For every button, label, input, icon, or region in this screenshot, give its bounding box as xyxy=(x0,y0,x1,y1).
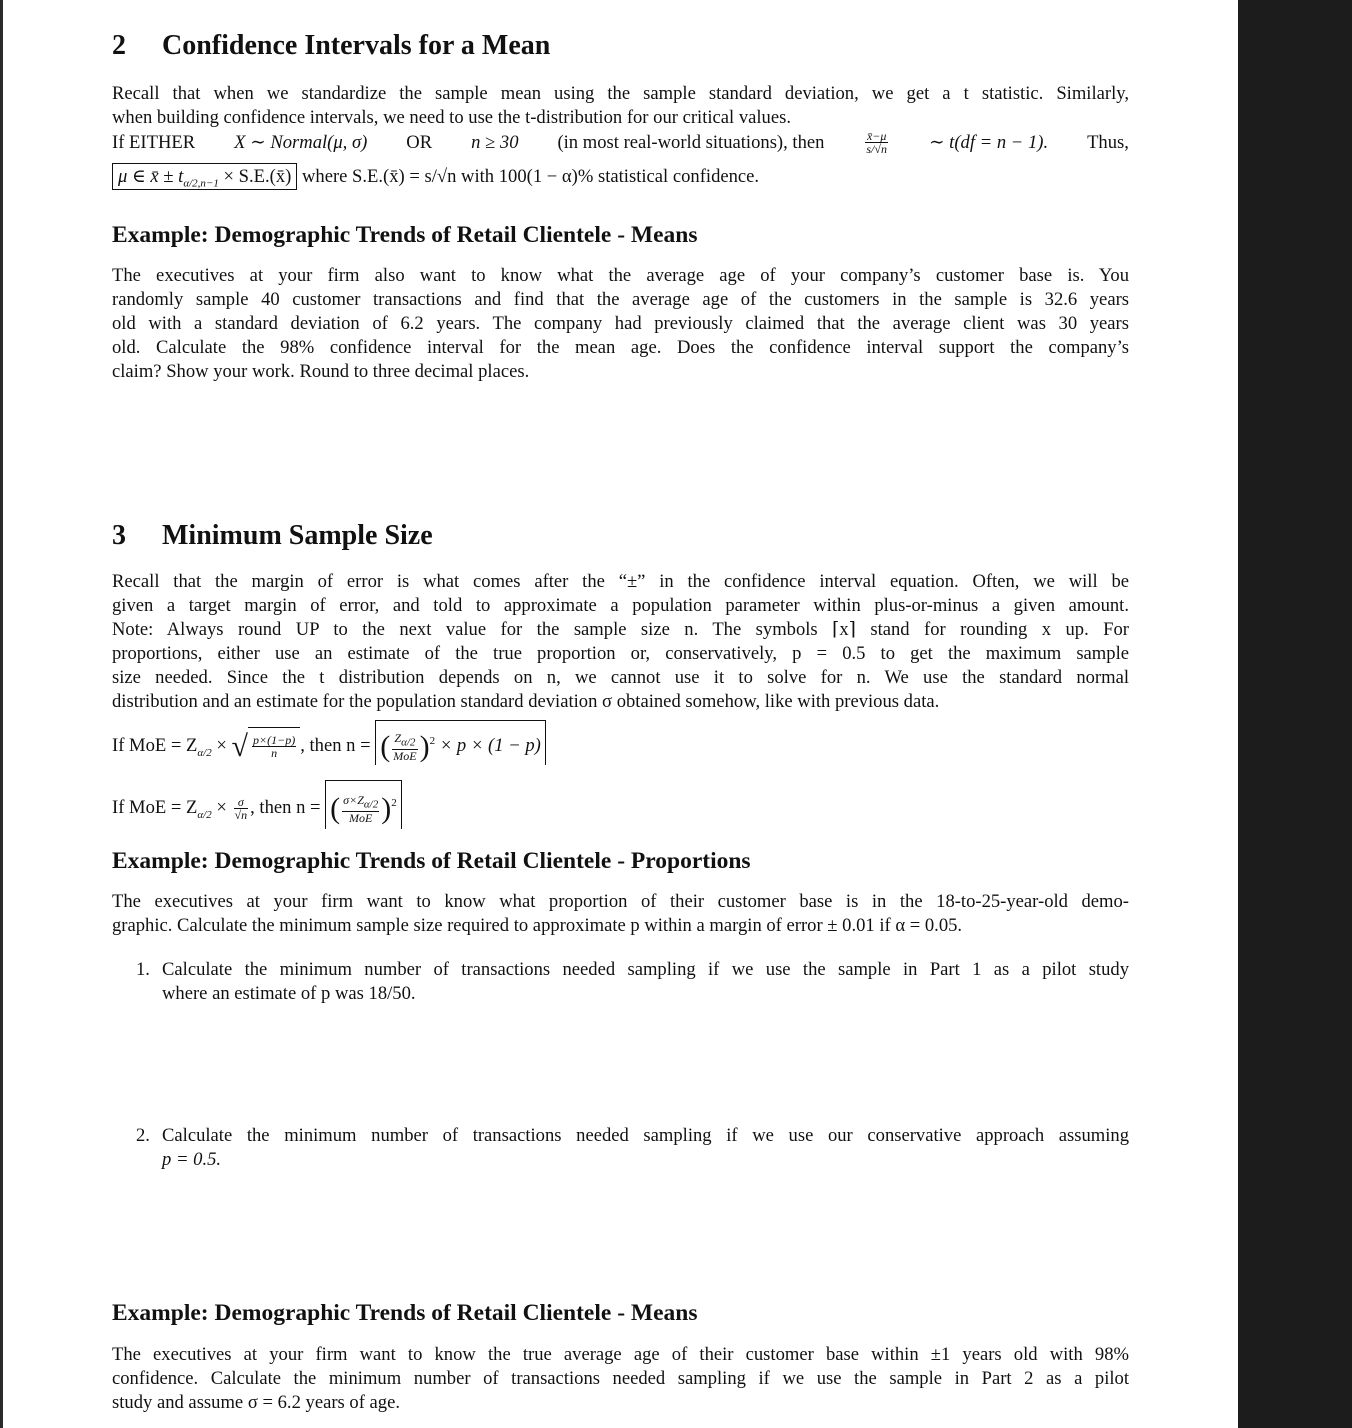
condition-prefix: If EITHER xyxy=(112,131,196,153)
left-paren: ( xyxy=(380,729,391,763)
moe-proportion-formula xyxy=(112,720,546,771)
example-means-1-heading: Example: Demographic Trends of Retail Clientele - Means xyxy=(112,222,698,248)
example-proportions-paragraph xyxy=(112,890,1129,938)
section-2-paragraph xyxy=(112,82,1129,130)
section-title: Minimum Sample Size xyxy=(162,520,433,551)
ci-formula-tail: × S.E.(x̄) xyxy=(223,166,292,187)
numerator-symbol: σ×Z xyxy=(343,793,364,808)
ci-formula-main: μ ∈ x̄ ± t xyxy=(118,166,184,187)
radicand-fraction xyxy=(252,734,296,759)
t-distribution: ∼ t(df = n − 1). xyxy=(928,131,1049,153)
list-marker: 1. xyxy=(136,959,150,980)
paragraph-line: The executives at your firm want to know what proportion of their customer base is in the 18-to-25-year-old demo- xyxy=(112,891,1129,912)
t-statistic-fraction xyxy=(865,130,888,155)
condition-n: n ≥ 30 xyxy=(471,131,519,153)
formula-tail: × p × (1 − p) xyxy=(439,735,541,757)
formula-then: , then n = xyxy=(300,735,371,757)
list-item-line: Calculate the minimum number of transactions needed sampling if we use the sample in Part 1 as a pilot study xyxy=(162,959,1129,980)
square-exponent: 2 xyxy=(429,735,436,747)
times-symbol: × xyxy=(216,797,227,819)
sqrt-symbol: √ xyxy=(231,729,248,763)
section-3-paragraph xyxy=(112,570,1129,714)
fraction-denominator: MoE xyxy=(349,810,373,825)
paragraph-line: size needed. Since the t distribution depends on n, we cannot use it to solve for n. We use the standard normal xyxy=(112,667,1129,688)
paragraph-line: Recall that the margin of error is what comes after the “±” in the confidence interval equation. Often, we will be xyxy=(112,571,1129,592)
fraction-numerator: x̄−μ xyxy=(866,129,887,143)
paragraph-line: Note: Always round UP to the next value for the sample size n. The symbols ⌈x⌉ stand for rounding x up. For xyxy=(112,619,1129,640)
example-means-2-heading: Example: Demographic Trends of Retail Clientele - Means xyxy=(112,1300,698,1326)
list-item-line: Calculate the minimum number of transactions needed sampling if we use our conservative approach assuming xyxy=(162,1125,1129,1146)
paragraph-line: study and assume σ = 6.2 years of age. xyxy=(112,1392,400,1413)
list-item-line: where an estimate of p was 18/50. xyxy=(162,983,416,1004)
paragraph-line: proportions, either use an estimate of the true proportion or, conservatively, p = 0.5 to get the maximum sample xyxy=(112,643,1129,664)
page-left-border xyxy=(0,0,3,1428)
formula-prefix: If MoE = Z xyxy=(112,735,198,757)
times-symbol: × xyxy=(216,735,227,757)
fraction-denominator: n xyxy=(271,746,278,761)
list-item-body xyxy=(162,1124,1129,1172)
section-title: Confidence Intervals for a Mean xyxy=(162,30,551,61)
paragraph-line: claim? Show your work. Round to three decimal places. xyxy=(112,361,530,382)
condition-line xyxy=(112,130,1129,155)
section-number: 3 xyxy=(112,520,126,551)
numerator-symbol: Z xyxy=(394,731,402,746)
example-means-2-paragraph xyxy=(112,1343,1129,1415)
inner-fraction xyxy=(342,794,379,823)
paragraph-line: when building confidence intervals, we need to use the t-distribution for our critical values. xyxy=(112,107,791,128)
paragraph-line: The executives at your firm also want to know what the average age of your company’s customer base is. You xyxy=(112,265,1129,286)
numerator-subscript: α/2 xyxy=(363,798,379,811)
right-paren: ) xyxy=(381,791,392,825)
fraction-denominator: √n xyxy=(234,808,248,823)
ci-formula-where: where S.E.(x̄) = s/√n with 100(1 − α)% statistical confidence. xyxy=(301,166,760,187)
list-marker: 2. xyxy=(136,1125,150,1146)
viewer-side-panel xyxy=(1238,0,1352,1428)
inner-fraction xyxy=(392,732,417,761)
formula-prefix: If MoE = Z xyxy=(112,797,198,819)
ceiling-bracket xyxy=(325,780,402,829)
fraction-numerator xyxy=(392,732,417,749)
condition-normal: X ∼ Normal(μ, σ) xyxy=(234,131,368,153)
square-exponent: 2 xyxy=(391,797,397,809)
list-item-line: p = 0.5. xyxy=(162,1149,222,1170)
section-2-heading xyxy=(112,30,550,62)
ceiling-bracket xyxy=(375,720,546,765)
paragraph-line: Recall that when we standardize the sample mean using the sample standard deviation, we get a t statistic. Similarly, xyxy=(112,83,1129,104)
fraction-denominator: MoE xyxy=(393,748,417,763)
moe-mean-formula xyxy=(112,780,402,835)
fraction-numerator: σ xyxy=(234,796,249,809)
formula-subscript: α/2 xyxy=(197,808,212,821)
fraction-numerator xyxy=(342,794,379,811)
section-3-heading xyxy=(112,520,433,552)
formula-then: , then n = xyxy=(250,797,321,819)
ci-formula-subscript: α/2,n−1 xyxy=(183,177,219,190)
condition-or: OR xyxy=(406,131,433,153)
paragraph-line: old with a standard deviation of 6.2 years. The company had previously claimed that the average client was 30 years xyxy=(112,313,1129,334)
sigma-fraction xyxy=(234,796,249,821)
example-proportions-heading: Example: Demographic Trends of Retail Clientele - Proportions xyxy=(112,848,751,874)
numerator-subscript: α/2 xyxy=(401,736,416,749)
section-number: 2 xyxy=(112,30,126,61)
list-item-body xyxy=(162,958,1129,1006)
paragraph-line: distribution and an estimate for the population standard deviation σ obtained somehow, like with previous data. xyxy=(112,691,940,712)
fraction-numerator: p×(1−p) xyxy=(253,733,296,748)
paragraph-line: graphic. Calculate the minimum sample size required to approximate p within a margin of error ± 0.01 if α = 0.05. xyxy=(112,915,963,936)
left-paren: ( xyxy=(330,791,341,825)
example-means-1-paragraph xyxy=(112,264,1129,384)
condition-mid: (in most real-world situations), then xyxy=(557,131,825,153)
fraction-denominator: s/√n xyxy=(866,142,887,156)
paragraph-line: randomly sample 40 customer transactions and find that the average age of the customers in the sample is 32.6 years xyxy=(112,289,1129,310)
ci-formula-line xyxy=(112,165,759,196)
paragraph-line: The executives at your firm want to know the true average age of their customer base within ±1 years old with 98% xyxy=(112,1344,1129,1365)
formula-subscript: α/2 xyxy=(197,746,212,759)
ci-formula-box xyxy=(112,163,297,190)
sqrt-radicand xyxy=(248,727,300,764)
paragraph-line: confidence. Calculate the minimum number of transactions needed sampling if we use the sample in Part 2 as a pilot xyxy=(112,1368,1129,1389)
condition-thus: Thus, xyxy=(1087,131,1129,153)
paragraph-line: old. Calculate the 98% confidence interval for the mean age. Does the confidence interval support the company’s xyxy=(112,337,1129,358)
right-paren: ) xyxy=(419,729,430,763)
paragraph-line: given a target margin of error, and told to approximate a population parameter within plus-or-minus a given amount. xyxy=(112,595,1129,616)
